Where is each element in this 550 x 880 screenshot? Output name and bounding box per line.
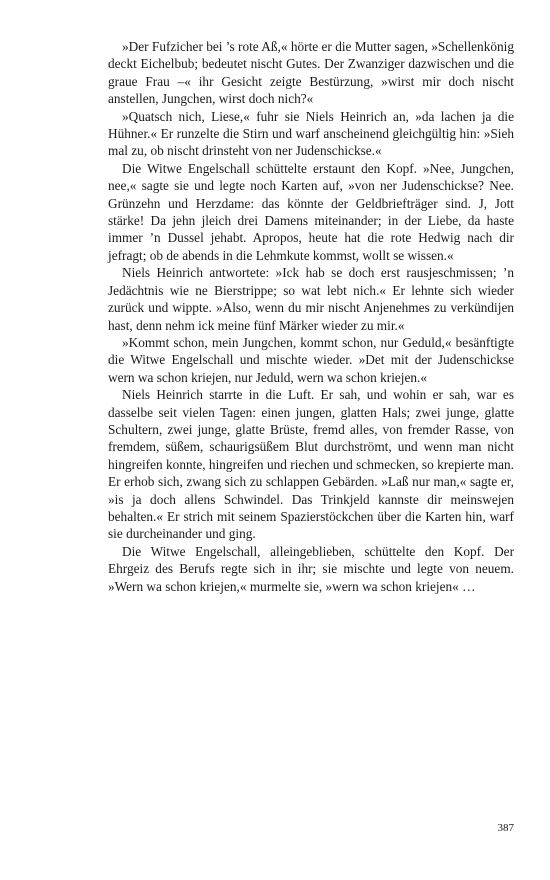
page-body (108, 38, 514, 595)
paragraph-7: Die Witwe Engelschall, alleingeblieben, schüttelte den Kopf. Der Ehrgeiz des Berufs regte sich in ihr; sie mischte und legte von neuem. »Wern wa schon kriejen,« murmelte sie, »wern wa schon kriejen« … (108, 543, 514, 594)
paragraph-5: »Kommt schon, mein Jungchen, kommt schon, nur Geduld,« besänftigte die Witwe Engelschall und mischte wieder. »Det mit der Judenschickse wern wa schon kriejen, nur Jeduld, wern wa schon kriejen.« (108, 334, 514, 385)
paragraph-6: Niels Heinrich starrte in die Luft. Er sah, und wohin er sah, war es dasselbe seit vielen Tagen: einen jungen, glatten Hals; zwei junge, glatte Schultern, zwei junge, glatte Brüste, fremd alles, von fremder Rasse, von fremdem, süßem, schaurigsüßem Blut durchströmt, und wenn man nicht hingreifen konnte, hingreifen und riechen und schmecken, so krepierte man. Er erhob sich, zwang sich zu schlappen Gebärden. »Laß nur man,« sagte er, »is ja doch allens Schwindel. Das Trinkjeld kannste dir meinswejen behalten.« Er strich mit seinem Spazierstöckchen über die Karten hin, warf sie durcheinander und ging. (108, 387, 514, 542)
page-number: 387 (497, 822, 514, 834)
paragraph-3: Die Witwe Engelschall schüttelte erstaunt den Kopf. »Nee, Jungchen, nee,« sagte sie und legte noch Karten auf, »von ner Judenschickse? Nee. Grünzehn und Herzdame: das könnte der Geldbriefträger sind. J, Jott stärke! Da jehn jleich drei Damens miteinander; in der Liebe, da haste immer ’n Dussel jehabt. Apropos, heute hat die rote Hedwig nach dir jefragt; ob de abends in die Lehmkute kommst, wollt se wissen.« (108, 160, 514, 263)
paragraph-2: »Quatsch nich, Liese,« fuhr sie Niels Heinrich an, »da lachen ja die Hühner.« Er runzelte die Stirn und warf anscheinend gleichgültig hin: »Sieh mal zu, ob nischt drinsteht von ner Judenschickse.« (108, 108, 514, 159)
paragraph-1: »Der Fufzicher bei ’s rote Aß,« hörte er die Mutter sagen, »Schellenkönig deckt Eichelbub; bedeutet nischt Gutes. Der Zwanziger dazwischen und die graue Frau –« ihr Gesicht zeigte Bestürzung, »wirst mir doch nischt anstellen, Jungchen, wirst doch nich?« (108, 39, 514, 107)
paragraph-4: Niels Heinrich antwortete: »Ick hab se doch erst rausjeschmissen; ’n Jedächtnis wie ne Bierstrippe; so wat lebt nich.« Er lehnte sich wieder zurück und wippte. »Also, wenn du mir nischt Anjenehmes zu verkündijen hast, denn nehm ick meine fünf Märker wieder zu mir.« (108, 265, 514, 333)
